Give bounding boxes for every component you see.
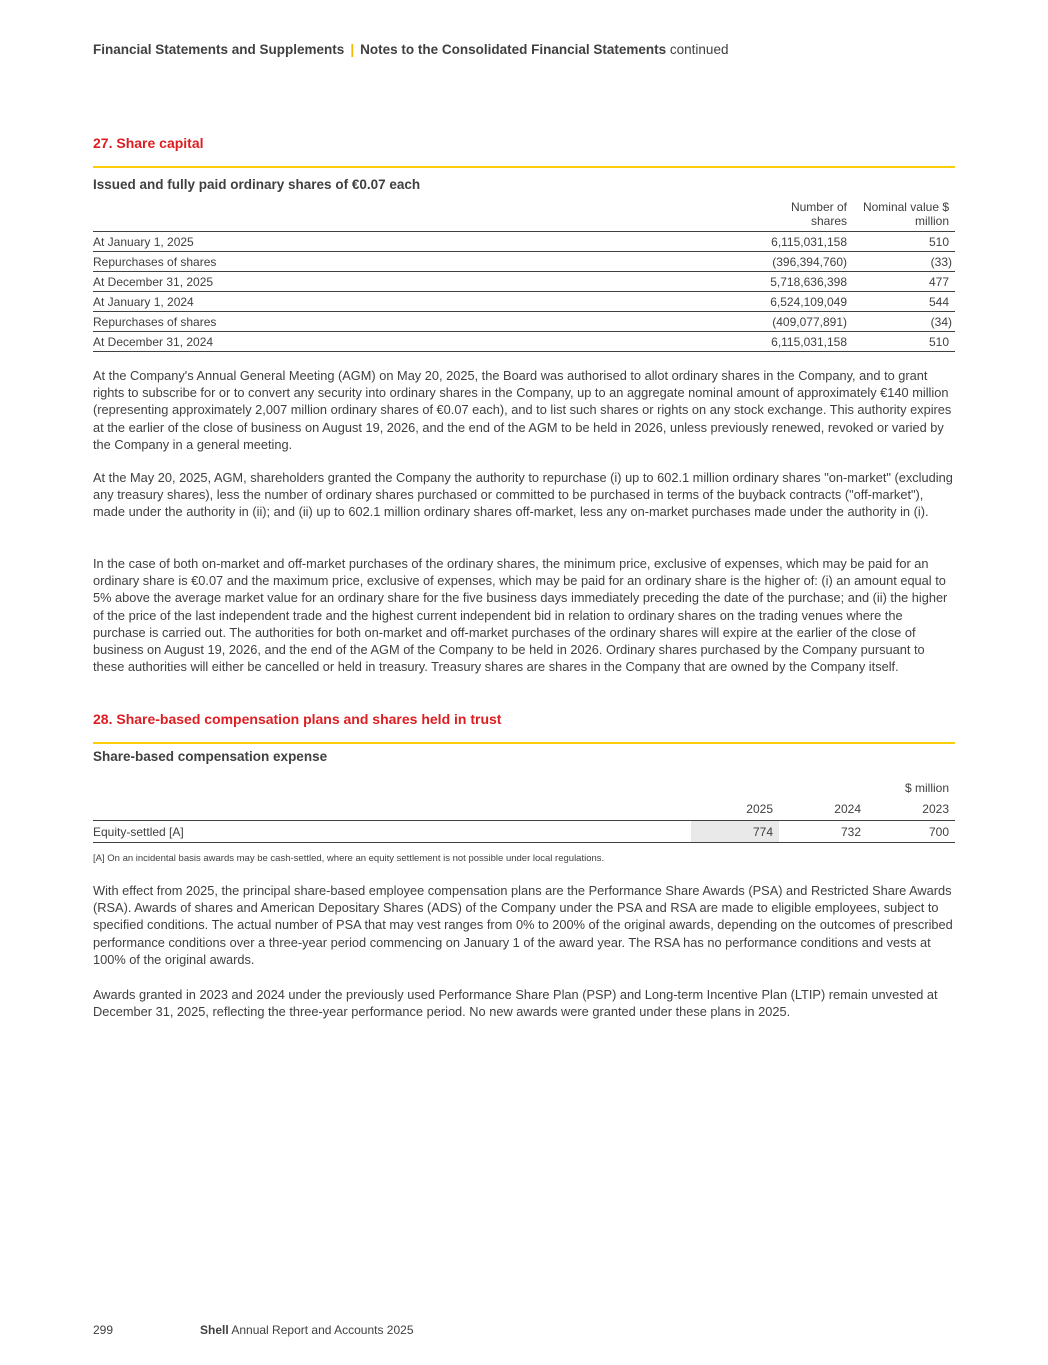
footer-publication [200, 1323, 414, 1337]
value-2024: 732 [779, 821, 867, 843]
unit-row [93, 778, 955, 798]
row-value: (34) [853, 312, 955, 332]
table-row [93, 332, 955, 352]
footnote-a: [A] On an incidental basis awards may be cash-settled, where an equity settlement is not possible under local regulations. [93, 853, 605, 864]
table-row [93, 272, 955, 292]
row-value: (33) [853, 252, 955, 272]
table-row [93, 312, 955, 332]
header-section: Financial Statements and Supplements [93, 42, 345, 57]
row-value: 477 [853, 272, 955, 292]
header-suffix: continued [669, 42, 729, 57]
table-row [93, 292, 955, 312]
footer-brand: Shell [200, 1323, 229, 1337]
running-header [93, 42, 728, 57]
compensation-expense-table [93, 778, 955, 843]
share-capital-paragraph-1: At the Company's Annual General Meeting (AGM) on May 20, 2025, the Board was authorised to allot ordinary shares in the Company, and to grant rights to subscribe for or to convert any security into ordinary shares in the Company, up to an aggregate nominal amount of approximately €140 million (representing approximately 2,007 million ordinary shares of €0.07 each), and to list such shares or rights on any stock exchange. This authority expires at the earlier of the close of business on August 19, 2026, and the end of the AGM to be held in 2026, unless previously renewed, revoked or varied by the Company in a general meeting. [93, 368, 952, 452]
row-label: Repurchases of shares [93, 252, 745, 272]
row-label: Equity-settled [A] [93, 821, 691, 843]
row-label: Repurchases of shares [93, 312, 745, 332]
table-row [93, 821, 955, 843]
row-label: At December 31, 2024 [93, 332, 745, 352]
row-shares: 6,115,031,158 [745, 232, 853, 252]
share-capital-paragraph-2: At the May 20, 2025, AGM, shareholders granted the Company the authority to repurchase (i) up to 602.1 million ordinary shares "on-market" (excluding any treasury shares), less the number of ordinary shares purchased or committed to be purchased in terms of the buyback contracts ("off-market"), made under the authority in (ii); and (ii) up to 602.1 million ordinary shares off-market, less any on-market purchases made under the authority in (i). [93, 470, 953, 520]
value-2025: 774 [691, 821, 779, 843]
row-label: At January 1, 2024 [93, 292, 745, 312]
note-27-title: 27. Share capital [93, 135, 204, 151]
row-shares: (409,077,891) [745, 312, 853, 332]
compensation-paragraph-2: Awards granted in 2023 and 2024 under the previously used Performance Share Plan (PSP) and Long-term Incentive Plan (LTIP) remain unvested at December 31, 2025, reflecting the three-year performance period. No new awards were granted under these plans in 2025. [93, 987, 938, 1020]
row-label: At January 1, 2025 [93, 232, 745, 252]
table-row [93, 232, 955, 252]
years-header-row [93, 798, 955, 821]
row-shares: 5,718,636,398 [745, 272, 853, 292]
compensation-expense-subheading: Share-based compensation expense [93, 749, 328, 764]
note-27-divider [93, 166, 955, 168]
row-value: 544 [853, 292, 955, 312]
row-value: 510 [853, 332, 955, 352]
share-capital-table [93, 200, 955, 352]
share-capital-subheading: Issued and fully paid ordinary shares of €0.07 each [93, 177, 421, 192]
note-28-title: 28. Share-based compensation plans and shares held in trust [93, 711, 502, 727]
row-shares: 6,115,031,158 [745, 332, 853, 352]
row-shares: (396,394,760) [745, 252, 853, 272]
value-2023: 700 [867, 821, 955, 843]
row-shares: 6,524,109,049 [745, 292, 853, 312]
column-header-shares: Number of shares [745, 200, 853, 232]
column-header-nominal-value: Nominal value $ million [853, 200, 955, 232]
compensation-paragraph-1: With effect from 2025, the principal share-based employee compensation plans are the Performance Share Awards (PSA) and Restricted Share Awards (RSA). Awards of shares and American Depositary Shares (ADS) of the Company under the PSA and RSA are made to eligible employees, subject to specified conditions. The actual number of PSA that may vest ranges from 0% to 200% of the original awards, depending on the outcomes of prescribed performance conditions over a three-year period commencing on January 1 of the award year. The RSA has no performance conditions and vests at 100% of the original awards. [93, 883, 953, 967]
share-capital-paragraph-3: In the case of both on-market and off-market purchases of the ordinary shares, the minimum price, exclusive of expenses, which may be paid for an ordinary share is €0.07 and the maximum price, exclusive of expenses, which may be paid for an ordinary share is the higher of: (i) an amount equal to 5% above the average market value for an ordinary share for the five business days immediately preceding the date of the purchase; and (ii) the higher of the price of the last independent trade and the highest current independent bid in relation to ordinary shares on the trading venues where the purchase is carried out. The authorities for both on-market and off-market purchases of the ordinary shares will expire at the earlier of the close of business on August 19, 2026, and the end of the AGM of the Company to be held in 2026. Ordinary shares purchased by the Company pursuant to these authorities will either be cancelled or held in treasury. Treasury shares are shares in the Company that are owned by the Company itself. [93, 556, 948, 675]
year-header: 2023 [867, 798, 955, 821]
header-subsection: Notes to the Consolidated Financial Statements [360, 42, 667, 57]
year-header: 2024 [779, 798, 867, 821]
row-value: 510 [853, 232, 955, 252]
note-28-divider [93, 742, 955, 744]
header-separator: | [350, 42, 355, 57]
unit-label: $ million [904, 781, 949, 795]
footer-title: Annual Report and Accounts 2025 [231, 1323, 414, 1337]
year-header: 2025 [691, 798, 779, 821]
table-header-row [93, 200, 955, 232]
page-number: 299 [93, 1323, 114, 1337]
row-label: At December 31, 2025 [93, 272, 745, 292]
table-row [93, 252, 955, 272]
